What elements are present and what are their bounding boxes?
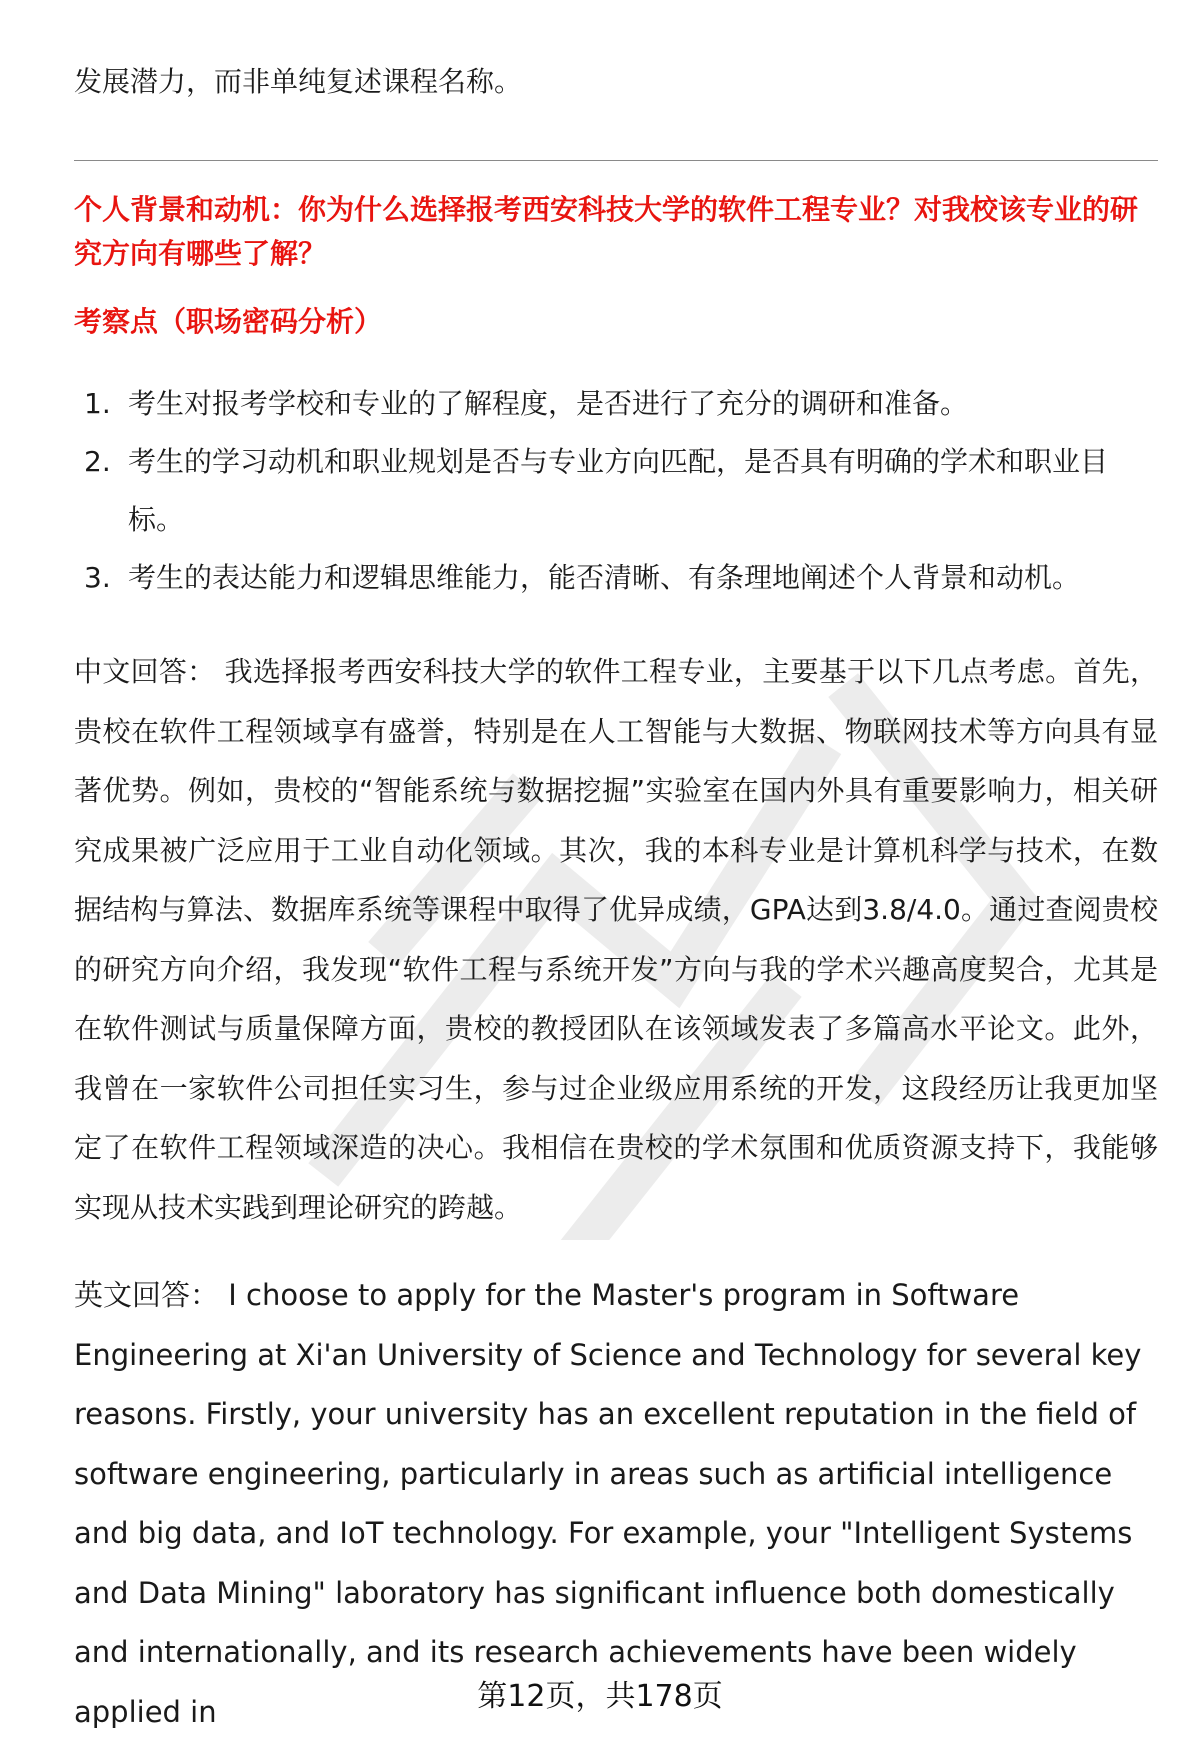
- section-divider: [74, 160, 1158, 161]
- question-heading: 个人背景和动机：你为什么选择报考西安科技大学的软件工程专业？对我校该专业的研究方向有哪些了解？: [74, 193, 1139, 270]
- assessment-list: [74, 375, 1158, 607]
- chinese-answer-label: 中文回答：: [74, 655, 216, 688]
- english-answer-text: I choose to apply for the Master's program in Software Engineering at Xi'an University of Science and Technology for several key reasons. Firstly, your university has an excellent reputation in the field of software engineering, particularly in areas such as artificial intelligence and big data, and IoT technology. For example, your "Intelligent Systems and Data Mining" laboratory has significant influence both domestically and internationally, and its research achievements have been widely applied in: [74, 1278, 1142, 1729]
- item-text: 考生对报考学校和专业的了解程度，是否进行了充分的调研和准备。: [128, 387, 969, 420]
- english-answer-label: 英文回答：: [74, 1278, 220, 1312]
- page-number: 第12页，共178页: [477, 1679, 723, 1714]
- item-number: 2.: [84, 445, 111, 478]
- assessment-item: [74, 375, 1158, 433]
- item-number: 1.: [84, 387, 111, 420]
- assessment-item: [74, 549, 1158, 607]
- chinese-answer: [74, 642, 1158, 1237]
- item-text: 考生的学习动机和职业规划是否与专业方向匹配，是否具有明确的学术和职业目标。: [128, 445, 1109, 536]
- item-number: 3.: [84, 561, 111, 594]
- item-text: 考生的表达能力和逻辑思维能力，能否清晰、有条理地阐述个人背景和动机。: [128, 561, 1081, 594]
- english-answer: [74, 1266, 1158, 1742]
- assessment-item: [74, 433, 1158, 549]
- chinese-answer-text: 我选择报考西安科技大学的软件工程专业，主要基于以下几点考虑。首先，贵校在软件工程领域享有盛誉，特别是在人工智能与大数据、物联网技术等方向具有显著优势。例如，贵校的“智能系统与数据挖掘”实验室在国内外具有重要影响力，相关研究成果被广泛应用于工业自动化领域。其次，我的本科专业是计算机科学与技术，在数据结构与算法、数据库系统等课程中取得了优异成绩，GPA达到3.8/4.0。通过查阅贵校的研究方向介绍，我发现“软件工程与系统开发”方向与我的学术兴趣高度契合，尤其是在软件测试与质量保障方面，贵校的教授团队在该领域发表了多篇高水平论文。此外，我曾在一家软件公司担任实习生，参与过企业级应用系统的开发，这段经历让我更加坚定了在软件工程领域深造的决心。我相信在贵校的学术氛围和优质资源支持下，我能够实现从技术实践到理论研究的跨越。: [74, 655, 1158, 1224]
- continued-text: 发展潜力，而非单纯复述课程名称。: [74, 65, 523, 98]
- assessment-heading: 考察点（职场密码分析）: [74, 305, 383, 338]
